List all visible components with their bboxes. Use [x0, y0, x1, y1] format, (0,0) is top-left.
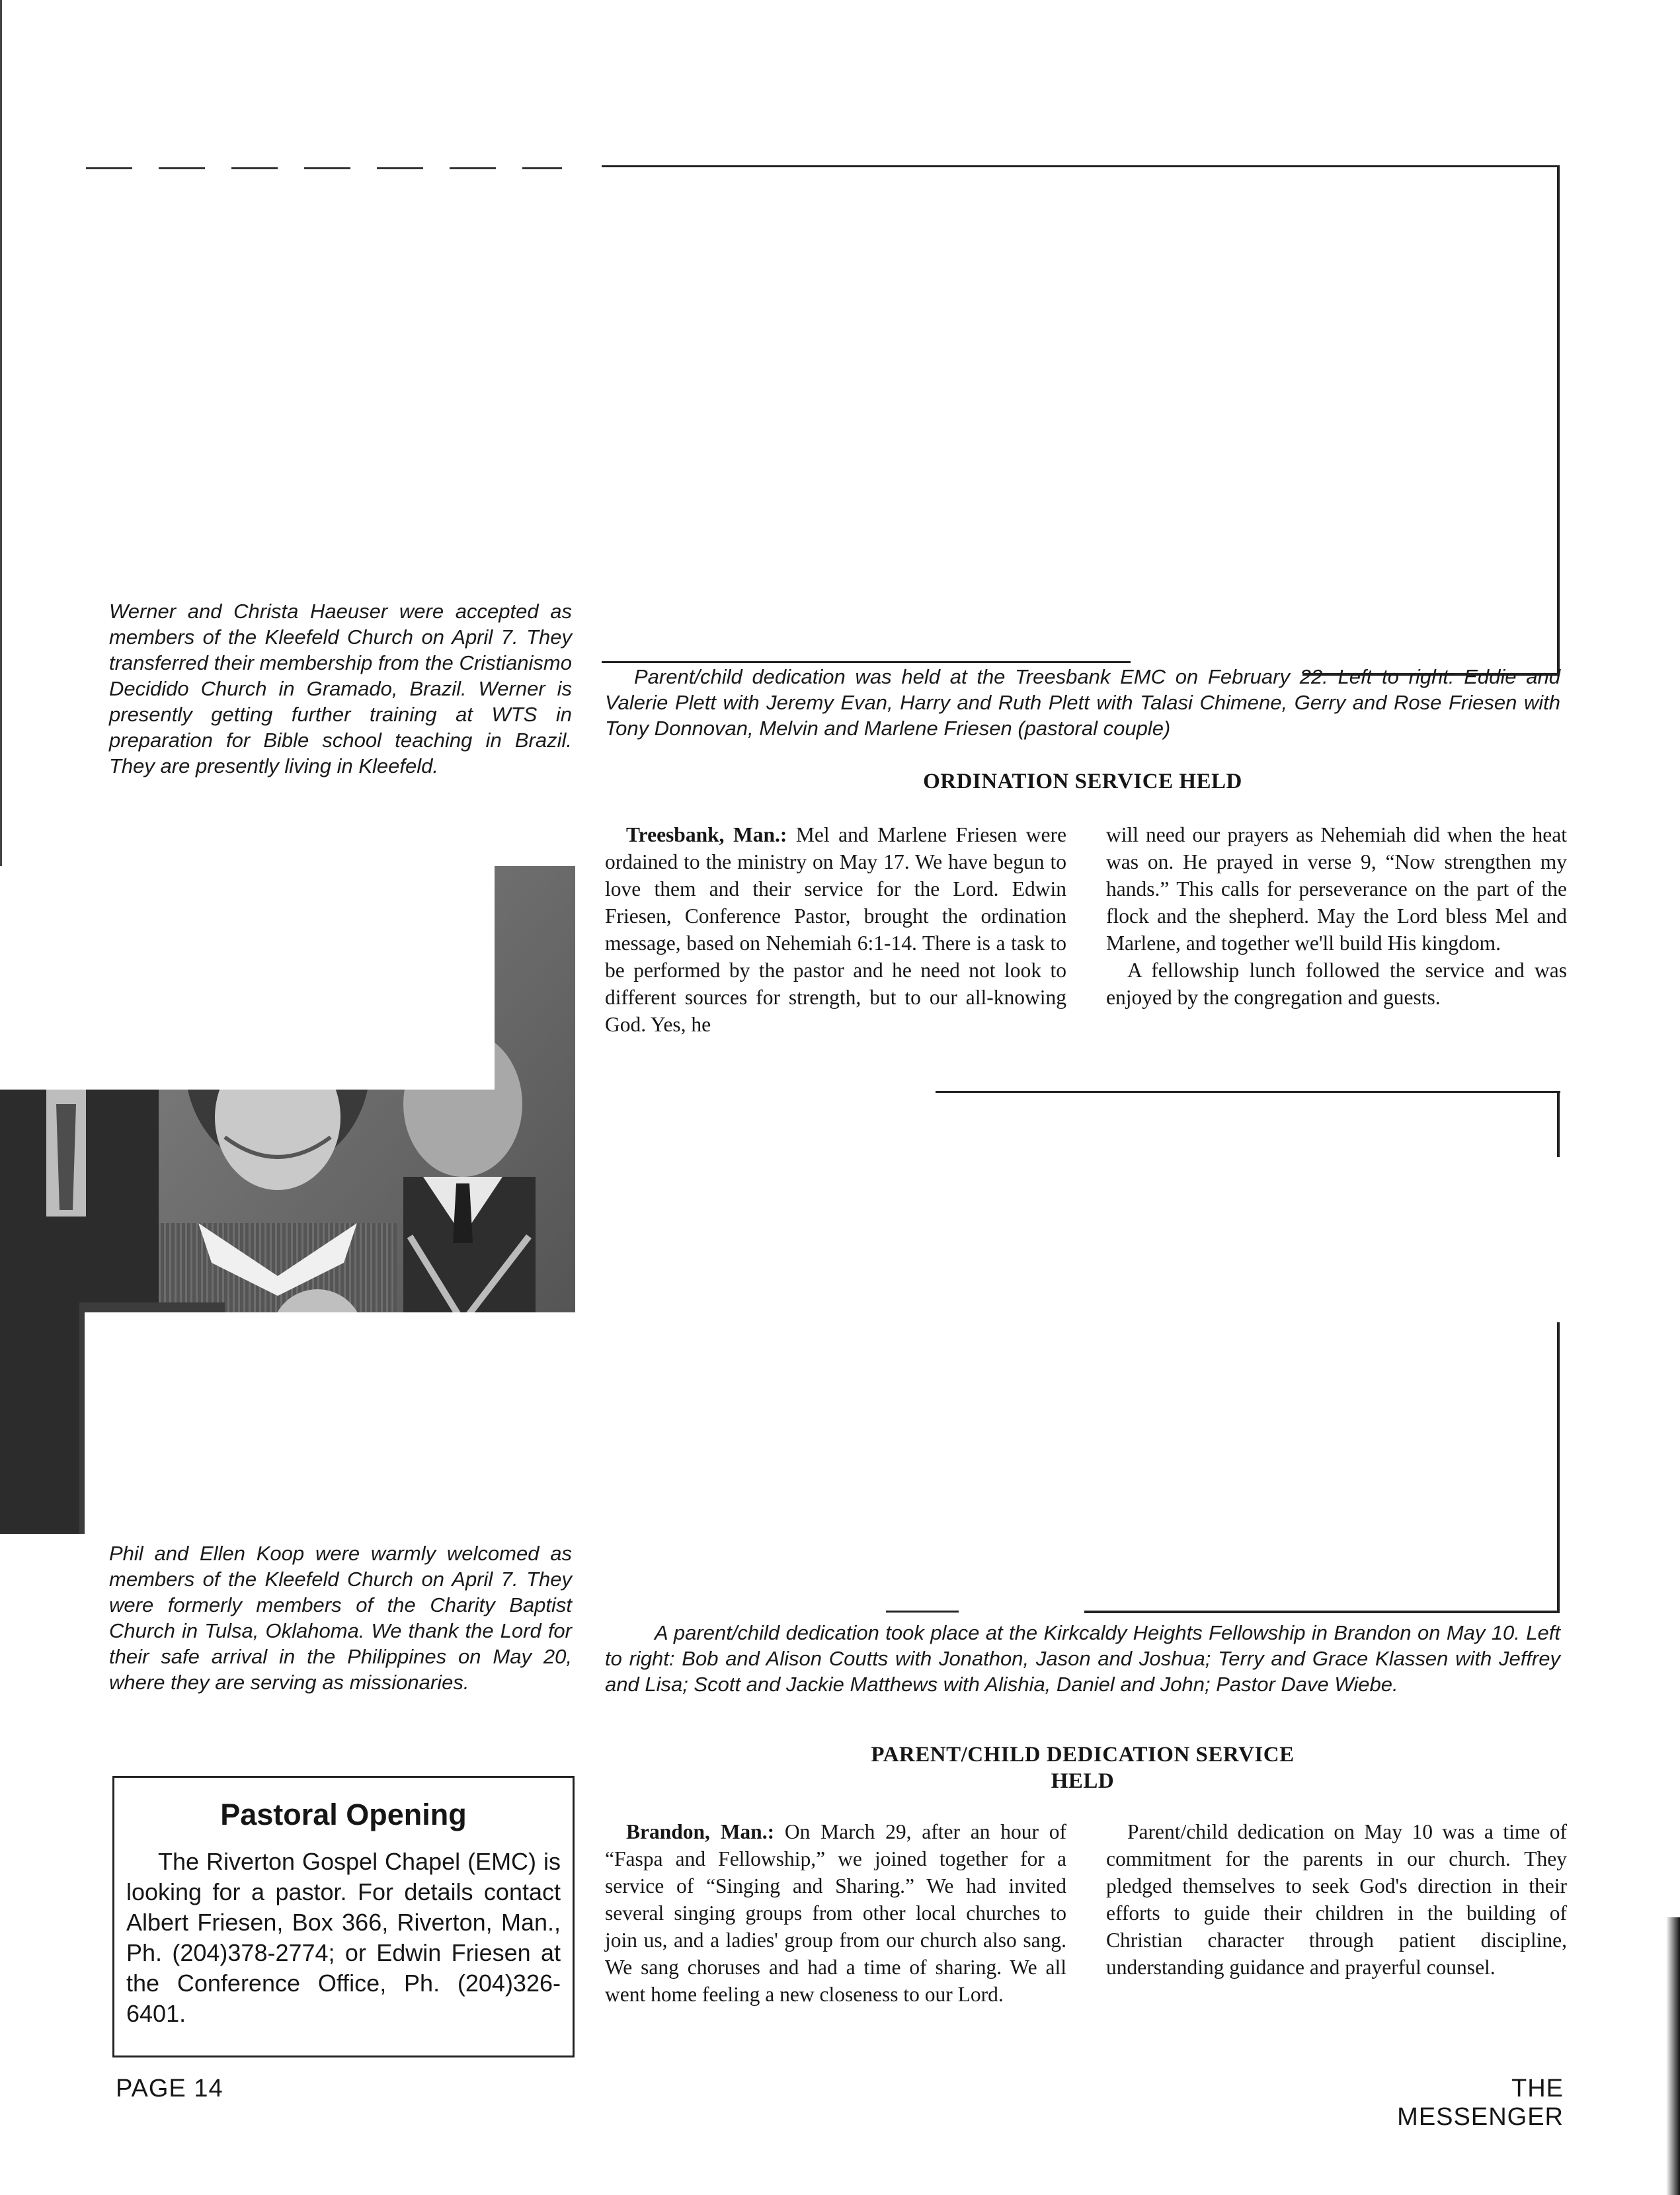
- treesbank-photo-right-border: [1557, 165, 1560, 674]
- kirkcaldy-dedication-caption: A parent/child dedication took place at the Kirkcaldy Heights Fellowship in Brandon on May 10. Left to right: Bob and Alison Coutts with Jonathon, Jason and Joshua; Terry and Grace Klassen with Jeffrey and Lisa; Scott and Jackie Matthews with Alishia, Daniel and John; Pastor Dave Wiebe.: [605, 1621, 1560, 1696]
- dedication-column-2: [1106, 1818, 1567, 1981]
- kirkcaldy-photo-top-border: [936, 1091, 1560, 1093]
- koop-caption: Phil and Ellen Koop were warmly welcomed as members of the Kleefeld Church on April 7. They were formerly members of the Charity Baptist Church in Tulsa, Oklahoma. We thank the Lord for their safe arrival in the Philippines on May 20, where they are serving as missionaries.: [109, 1542, 572, 1694]
- dedication-headline-line2: HELD: [1051, 1769, 1115, 1793]
- dedication-col2-text: Parent/child dedication on May 10 was a time of commitment for the parents in our church. They pledged themselves to seek God's direction in their efforts to guide their children in the building of Christian character through patient discipline, understanding guidance and prayerful counsel.: [1106, 1820, 1567, 1979]
- haeuser-photo-top-edge: [86, 167, 562, 169]
- pastoral-opening-title: Pastoral Opening: [220, 1798, 467, 1831]
- kirkcaldy-photo-bottom-border-left: [886, 1611, 959, 1613]
- koop-photo-mask-top: [0, 866, 495, 1090]
- kirkcaldy-photo-right-border-upper: [1557, 1091, 1560, 1157]
- ordination-col2-para1: will need our prayers as Nehemiah did when the heat was on. He prayed in verse 9, “Now strengthen my hands.” This calls for perseverance on the part of the flock and the shepherd. May the Lord bless Mel and Marlene, and together we'll build His kingdom.: [1106, 823, 1567, 955]
- koop-photo-mask-bottom: [85, 1312, 587, 1537]
- kirkcaldy-photo-right-border-lower: [1557, 1322, 1560, 1613]
- ordination-dateline: Treesbank, Man.:: [626, 823, 787, 846]
- treesbank-photo-top-border: [602, 165, 1559, 167]
- treesbank-dedication-caption: Parent/child dedication was held at the Treesbank EMC on February 22. Left to right: Eddie and Valerie Plett with Jeremy Evan, Harry and Ruth Plett with Talasi Chimene, Gerry and Rose Friesen with Tony Donnovan, Melvin and Marlene Friesen (pastoral couple): [605, 665, 1560, 740]
- dedication-col1-text: On March 29, after an hour of “Faspa and Fellowship,” we joined together for a service of “Singing and Sharing.” We had invited several singing groups from other local churches to join us, and a ladies' group from our church also sang. We sang choruses and had a time of sharing. We all went home feeling a new closeness to our Lord.: [605, 1820, 1066, 2006]
- page-number: PAGE 14: [116, 2075, 223, 2102]
- kirkcaldy-photo-bottom-border: [1084, 1611, 1559, 1613]
- ordination-col1-text: Mel and Marlene Friesen were ordained to the ministry on May 17. We have begun to love them and their service for the Lord. Edwin Friesen, Conference Pastor, brought the ordination message, based on Nehemiah 6:1-14. There is a task to be performed by the pastor and he need not look to different sources for strength, but to our all-knowing God. Yes, he: [605, 823, 1066, 1036]
- ordination-column-1: [605, 821, 1066, 1038]
- treesbank-photo-bottom-border: [602, 661, 1131, 663]
- pastoral-opening-body: The Riverton Gospel Chapel (EMC) is looking for a pastor. For details contact Albert Friesen, Box 366, Riverton, Man., Ph. (204)378-2774; or Edwin Friesen at the Conference Office, Ph. (204)326-6401.: [126, 1848, 561, 2027]
- haeuser-photo-area: [0, 0, 582, 595]
- haeuser-caption: Werner and Christa Haeuser were accepted as members of the Kleefeld Church on April 7. They transferred their membership from the Cristianismo Decidido Church in Gramado, Brazil. Werner is presently getting further training at WTS in preparation for Bible school teaching in Brazil. They are presently living in Kleefeld.: [109, 600, 572, 778]
- dedication-column-1: [605, 1818, 1066, 2008]
- ordination-headline: ORDINATION SERVICE HELD: [923, 770, 1242, 793]
- ordination-col2-para2: A fellowship lunch followed the service and was enjoyed by the congregation and guests.: [1106, 959, 1567, 1009]
- page-right-edge: [1666, 1917, 1680, 2195]
- ordination-column-2: [1106, 821, 1567, 1011]
- pastoral-opening-box: [112, 1776, 575, 2057]
- dedication-headline-line1: PARENT/CHILD DEDICATION SERVICE: [871, 1743, 1295, 1767]
- publication-name: THE MESSENGER: [1397, 2075, 1564, 2131]
- page-left-edge-top: [0, 0, 2, 866]
- dedication-dateline: Brandon, Man.:: [626, 1820, 775, 1843]
